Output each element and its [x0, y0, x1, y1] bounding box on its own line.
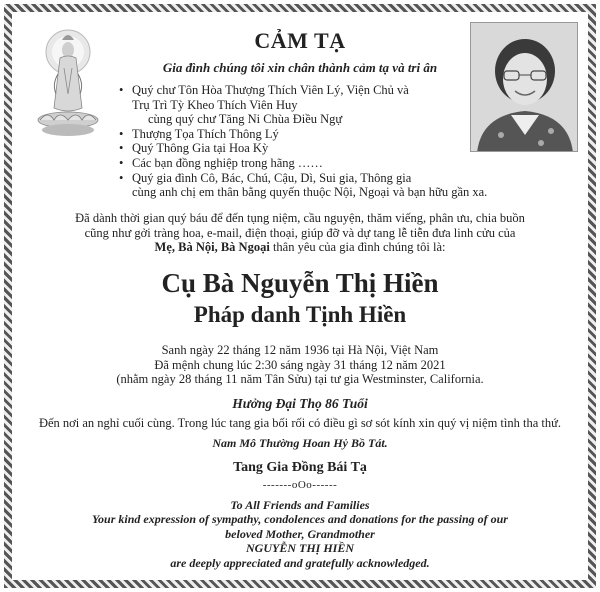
list-item: • Quý Thông Gia tại Hoa Kỳ	[118, 141, 558, 156]
age-line: Hưởng Đại Thọ 86 Tuổi	[232, 396, 368, 411]
english-line: Your kind expression of sympathy, condolences and donations for the passing of our	[92, 512, 508, 527]
prayer-line: Nam Mô Thường Hoan Hỷ Bồ Tát.	[212, 436, 388, 450]
relation-text: Mẹ, Bà Nội, Bà Ngoại	[154, 240, 270, 255]
resting-place-line: Đến nơi an nghỉ cuối cùng. Trong lúc tang gia bối rối có điều gì sơ sót kính xin quý vị niệm tình tha thứ.	[38, 416, 562, 430]
deceased-name: Cụ Bà Nguyễn Thị Hiền	[161, 268, 439, 298]
list-item: • Thượng Tọa Thích Thông Lý	[118, 127, 558, 142]
english-line: are deeply appreciated and gratefully acknowledged.	[170, 555, 430, 570]
family-signature: Tang Gia Đồng Bái Tạ	[233, 460, 367, 475]
english-name-line: NGUYỄN THỊ HIỀN	[245, 541, 354, 556]
lunar-date-line: (nhằm ngày 28 tháng 11 năm Tân Sửu) tại tư gia Westminster, California.	[116, 372, 484, 387]
paragraph-line: cũng như gởi tràng hoa, e-mail, điện thoại, giúp đỡ và dự tang lễ tiễn đưa linh cửu của	[84, 225, 516, 240]
english-line: To All Friends and Families	[230, 498, 370, 512]
page-title: CẢM TẠ	[254, 28, 346, 53]
thanks-list	[118, 83, 558, 200]
list-item-continuation: Trụ Trì Tỳ Kheo Thích Viên Huy	[132, 97, 298, 112]
list-item-continuation: cùng anh chị em thân bằng quyến thuộc Nội, Ngoại và bạn hữu gần xa.	[132, 185, 488, 200]
list-item-continuation: cùng quý chư Tăng Ni Chùa Điều Ngự	[148, 112, 343, 127]
dharma-name: Pháp danh Tịnh Hiền	[193, 302, 407, 327]
birth-line: Sanh ngày 22 tháng 12 năm 1936 tại Hà Nội, Việt Nam	[161, 343, 439, 357]
ornament-divider: -------oOo------	[262, 479, 338, 491]
gratitude-paragraph	[0, 211, 600, 255]
english-line: beloved Mother, Grandmother	[225, 526, 375, 541]
death-line: Đã mệnh chung lúc 2:30 sáng ngày 31 tháng 12 năm 2021	[154, 357, 446, 372]
paragraph-line: Đã dành thời gian quý báu để đến tụng niệm, cầu nguyện, thăm viếng, phân ưu, chia buồn	[75, 211, 525, 225]
paragraph-line	[0, 240, 600, 255]
subtitle: Gia đình chúng tôi xin chân thành cảm tạ và tri ân	[162, 60, 438, 75]
life-dates	[0, 343, 600, 387]
list-item: • Quý chư Tôn Hòa Thượng Thích Viên Lý, Viện Chủ và	[118, 83, 558, 98]
english-acknowledgement	[0, 498, 600, 570]
list-item: • Các bạn đồng nghiệp trong hãng ……	[118, 156, 558, 171]
paragraph-line-rest: thân yêu của gia đình chúng tôi là:	[269, 240, 446, 255]
list-item: • Quý gia đình Cô, Bác, Chú, Cậu, Dì, Sui gia, Thông gia	[118, 171, 558, 186]
